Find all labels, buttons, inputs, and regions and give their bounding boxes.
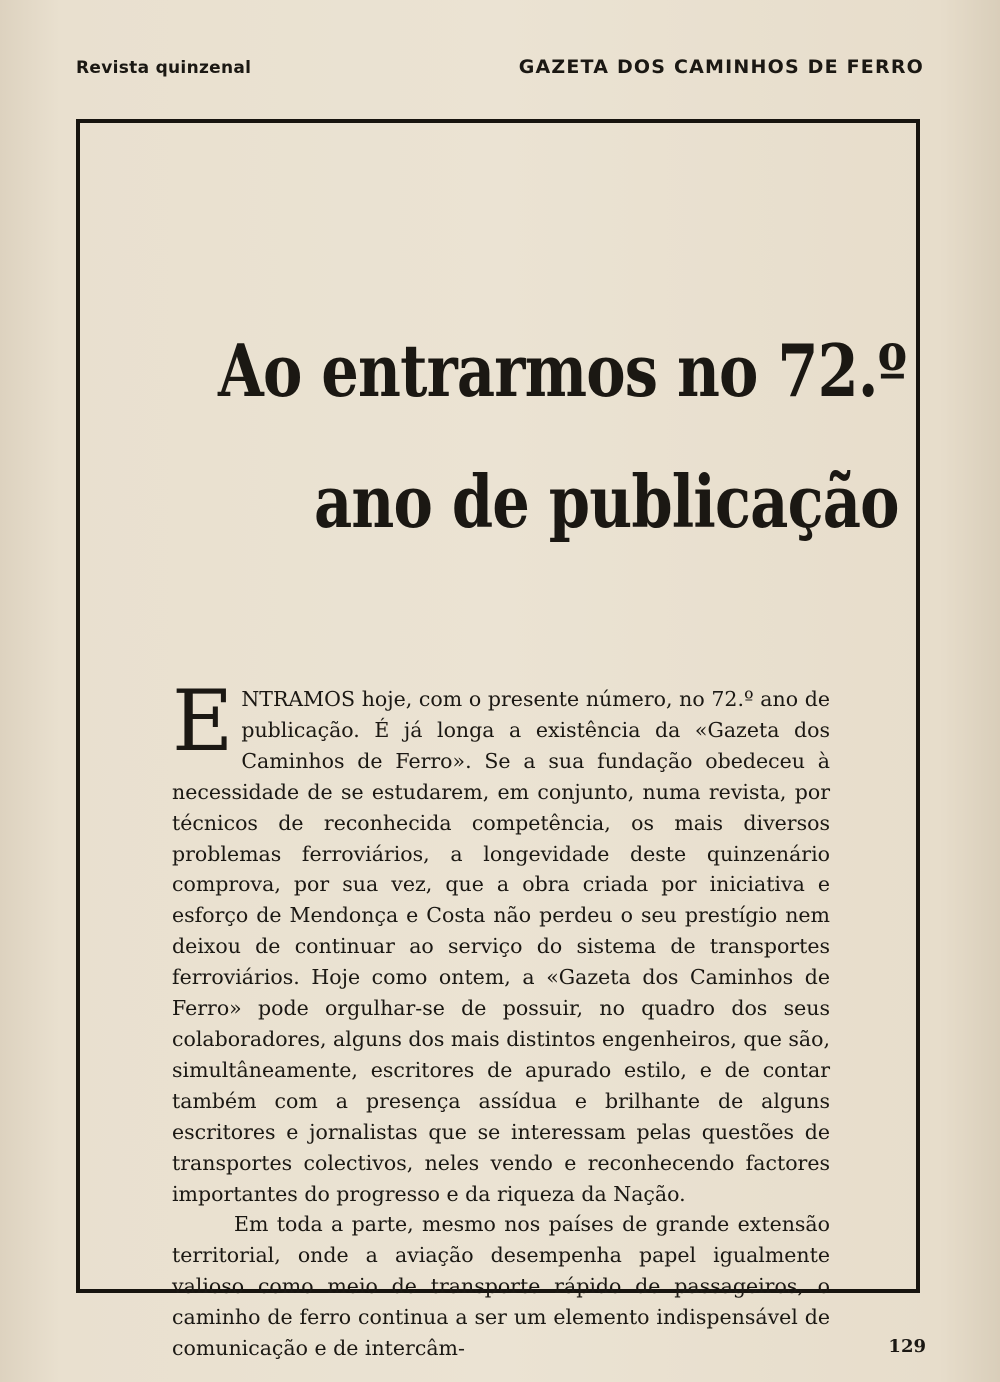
paragraph-1-text: NTRAMOS hoje, com o presente número, no 72.º ano de publicação. É já longa a existência da «Gazeta dos Caminhos de Ferro». Se a sua fundação obedeceu à necessidade de se estudarem, em conjunto, numa revista, por técnicos de reconhecida competência, os mais diversos problemas ferroviários, a longevidade deste quinzenário comprova, por sua vez, que a obra criada por iniciativa e esforço de Mendonça e Costa não perdeu o seu prestígio nem deixou de continuar ao serviço do sistema de transportes ferroviários. Hoje como ontem, a «Gazeta dos Caminhos de Ferro» pode orgulhar-se de possuir, no quadro dos seus colaboradores, alguns dos mais distintos engenheiros, que são, simultâneamente, escritores de apurado estilo, e de contar também com a presença assídua e brilhante de alguns escritores e jornalistas que se interessam pelas questões de transportes colectivos, neles vendo e reconhecendo factores importantes do progresso e da riqueza da Nação. — [172, 687, 830, 1206]
page-number: 129 — [888, 1336, 926, 1357]
drop-cap: E — [172, 672, 234, 770]
paragraph-1 — [172, 672, 830, 1209]
article-body — [172, 672, 830, 1364]
article-title-line-2: ano de publicação — [314, 459, 899, 544]
article-title-line-1: Ao entrarmos no 72.º — [218, 328, 907, 413]
paragraph-2: Em toda a parte, mesmo nos países de grande extensão territorial, onde a aviação desempenha papel igualmente valioso como meio de transporte rápido de passageiros, o caminho de ferro continua a ser um elemento indispensável de comunicação e de intercâm- — [172, 1212, 830, 1361]
header-publication-frequency: Revista quinzenal — [76, 58, 252, 78]
header-publication-title: GAZETA DOS CAMINHOS DE FERRO — [518, 56, 924, 78]
